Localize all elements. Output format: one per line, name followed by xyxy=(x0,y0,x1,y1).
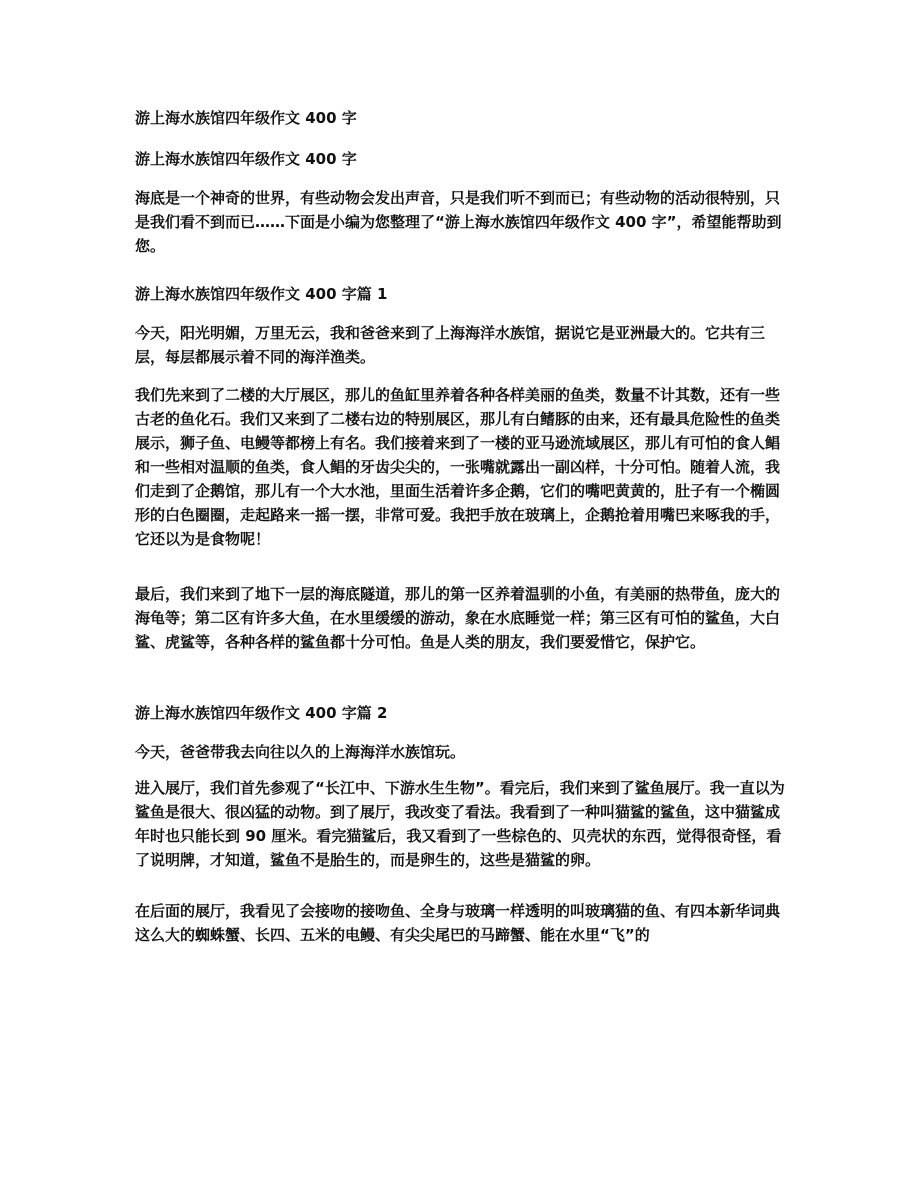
essay-2-paragraph-2: 进入展厅，我们首先参观了“长江中、下游水生生物”。看完后，我们来到了鲨鱼展厅。我一直以为鲨鱼是很大、很凶猛的动物。到了展厅，我改变了看法。我看到了一种叫猫鲨的鲨鱼，这中猫鲨成年时也只能长到 90 厘米。看完猫鲨后，我又看到了一些棕色的、贝壳状的东西，觉得很奇怪，看了说明牌，才知道，鲨鱼不是胎生的，而是卵生的，这些是猫鲨的卵。 xyxy=(135,779,785,869)
essay-1-paragraph-1: 今天，阳光明媚，万里无云，我和爸爸来到了上海海洋水族馆，据说它是亚洲最大的。它共有三层，每层都展示着不同的海洋渔类。 xyxy=(135,324,766,366)
document-title-header: 游上海水族馆四年级作文 400 字 xyxy=(135,109,357,127)
essay-2-paragraph-3: 在后面的展厅，我看见了会接吻的接吻鱼、全身与玻璃一样透明的叫玻璃猫的鱼、有四本新华词典这么大的蜘蛛蟹、长四、五米的电鳗、有尖尖尾巴的马蹄蟹、能在水里“飞”的 xyxy=(135,902,781,944)
essay-1-heading: 游上海水族馆四年级作文 400 字篇 1 xyxy=(135,285,388,303)
intro-paragraph: 海底是一个神奇的世界，有些动物会发出声音，只是我们听不到而已；有些动物的活动很特别，只是我们看不到而已……下面是小编为您整理了“游上海水族馆四年级作文 400 字”，希望能帮助到您。 xyxy=(135,189,782,255)
essay-1-paragraph-2: 我们先来到了二楼的大厅展区，那儿的鱼缸里养着各种各样美丽的鱼类，数量不计其数，还有一些古老的鱼化石。我们又来到了二楼右边的特别展区，那儿有白鳍豚的由来，还有最具危险性的鱼类展示，狮子鱼、电鳗等都榜上有名。我们接着来到了一楼的亚马逊流域展区，那儿有可怕的食人鲳和一些相对温顺的鱼类，食人鲳的牙齿尖尖的，一张嘴就露出一副凶样，十分可怕。随着人流，我们走到了企鹅馆，那儿有一个大水池，里面生活着许多企鹅，它们的嘴吧黄黄的，肚子有一个椭圆形的白色圈圈，走起路来一摇一摆，非常可爱。我把手放在玻璃上，企鹅抢着用嘴巴来啄我的手，它还以为是食物呢！ xyxy=(135,386,781,548)
essay-2-paragraph-1: 今天，爸爸带我去向往以久的上海海洋水族馆玩。 xyxy=(135,743,466,761)
essay-1-paragraph-3: 最后，我们来到了地下一层的海底隧道，那儿的第一区养着温驯的小鱼，有美丽的热带鱼，庞大的海龟等；第二区有许多大鱼，在水里缓缓的游动，象在水底睡觉一样；第三区有可怕的鲨鱼，大白鲨、虎鲨等，各种各样的鲨鱼都十分可怕。鱼是人类的朋友，我们要爱惜它，保护它。 xyxy=(135,585,781,651)
document-title: 游上海水族馆四年级作文 400 字 xyxy=(135,150,357,168)
essay-2-heading: 游上海水族馆四年级作文 400 字篇 2 xyxy=(135,704,388,722)
